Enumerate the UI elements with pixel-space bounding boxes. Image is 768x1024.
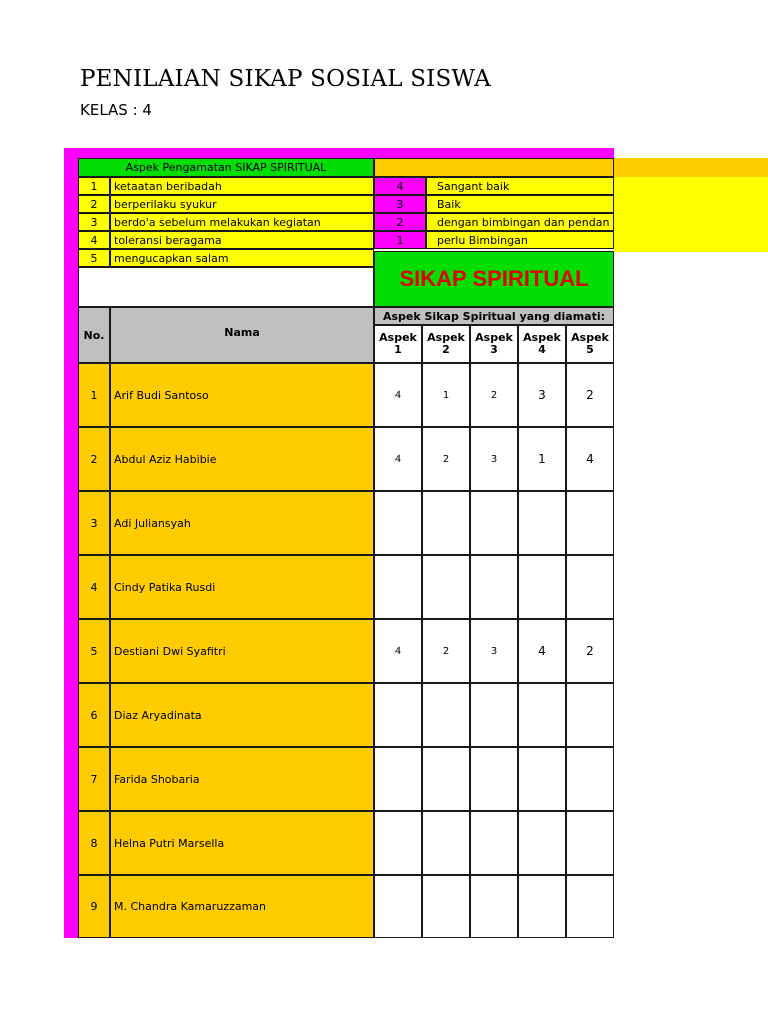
scale-text: perlu Bimbingan: [426, 231, 614, 249]
table-row-no: 5: [78, 619, 110, 683]
table-row-score: [422, 491, 470, 555]
aspek-col-word: Aspek: [475, 331, 513, 344]
scale-text: Baik: [426, 195, 614, 213]
table-row-score: [566, 747, 614, 811]
table-row-score: [374, 875, 422, 938]
table-row-nama: Abdul Aziz Habibie: [110, 427, 374, 491]
scale-score: 4: [374, 177, 426, 195]
table-row-score: 3: [470, 427, 518, 491]
table-row-score: [422, 555, 470, 619]
table-row-score: [518, 875, 566, 938]
table-row-score: [470, 875, 518, 938]
table-row-score: 3: [518, 363, 566, 427]
scale-header: [374, 158, 614, 177]
table-row-score: [374, 683, 422, 747]
aspect-no: 1: [78, 177, 110, 195]
table-row-score: [518, 491, 566, 555]
aspek-col-header: [470, 325, 518, 363]
aspect-text: berdo'a sebelum melakukan kegiatan: [110, 213, 374, 231]
table-header-no: No.: [78, 307, 110, 363]
table-row-no: 4: [78, 555, 110, 619]
table-row-nama: M. Chandra Kamaruzzaman: [110, 875, 374, 938]
table-row-score: [422, 875, 470, 938]
aspek-col-num: 3: [490, 343, 498, 356]
table-row-nama: Destiani Dwi Syafitri: [110, 619, 374, 683]
class-label: KELAS : 4: [80, 101, 152, 119]
table-row-no: 8: [78, 811, 110, 875]
table-row-score: [374, 811, 422, 875]
table-row-score: 4: [566, 427, 614, 491]
table-row-score: [470, 555, 518, 619]
aspect-text: berperilaku syukur: [110, 195, 374, 213]
aspek-col-num: 1: [394, 343, 402, 356]
table-row-no: 2: [78, 427, 110, 491]
aspect-no: 4: [78, 231, 110, 249]
sikap-title: SIKAP SPIRITUAL: [374, 251, 614, 307]
table-row-score: [470, 683, 518, 747]
table-row-score: [518, 683, 566, 747]
aspek-col-word: Aspek: [571, 331, 609, 344]
table-row-score: 4: [374, 427, 422, 491]
aspect-no: 2: [78, 195, 110, 213]
table-row-score: 2: [566, 363, 614, 427]
table-row-no: 3: [78, 491, 110, 555]
table-row-score: [422, 811, 470, 875]
aspek-col-word: Aspek: [427, 331, 465, 344]
orange-overflow-strip: [614, 158, 768, 177]
table-row-score: 1: [518, 427, 566, 491]
aspect-text: mengucapkan salam: [110, 249, 374, 267]
table-row-score: 4: [374, 619, 422, 683]
table-row-nama: Arif Budi Santoso: [110, 363, 374, 427]
table-row-score: [566, 875, 614, 938]
aspek-col-word: Aspek: [379, 331, 417, 344]
aspek-diamati-header: Aspek Sikap Spiritual yang diamati:: [374, 307, 614, 325]
table-row-score: [470, 747, 518, 811]
table-row-score: [566, 555, 614, 619]
magenta-top-strip: [64, 148, 614, 158]
table-row-score: 2: [422, 619, 470, 683]
scale-text: Sangant baik: [426, 177, 614, 195]
table-row-score: [566, 811, 614, 875]
table-row-score: 3: [470, 619, 518, 683]
aspek-col-header: [422, 325, 470, 363]
aspek-col-header: [374, 325, 422, 363]
table-row-nama: Diaz Aryadinata: [110, 683, 374, 747]
scale-text: dengan bimbingan dan pendan: [426, 213, 614, 231]
table-row-score: [374, 747, 422, 811]
table-row-score: [470, 811, 518, 875]
table-row-score: [470, 491, 518, 555]
aspek-col-word: Aspek: [523, 331, 561, 344]
table-row-no: 9: [78, 875, 110, 938]
table-row-no: 1: [78, 363, 110, 427]
scale-score: 1: [374, 231, 426, 249]
table-row-score: [374, 491, 422, 555]
aspect-text: ketaatan beribadah: [110, 177, 374, 195]
table-row-nama: Adi Juliansyah: [110, 491, 374, 555]
table-row-score: [518, 811, 566, 875]
table-row-score: 2: [566, 619, 614, 683]
aspek-col-num: 4: [538, 343, 546, 356]
aspek-col-header: [566, 325, 614, 363]
table-row-score: [518, 555, 566, 619]
table-row-score: [518, 747, 566, 811]
table-row-score: 2: [470, 363, 518, 427]
blank-box: [78, 267, 374, 307]
table-row-nama: Helna Putri Marsella: [110, 811, 374, 875]
table-row-score: [566, 683, 614, 747]
table-row-score: 4: [518, 619, 566, 683]
aspek-col-num: 5: [586, 343, 594, 356]
aspect-text: toleransi beragama: [110, 231, 374, 249]
scale-score: 3: [374, 195, 426, 213]
table-row-score: [422, 683, 470, 747]
table-row-no: 6: [78, 683, 110, 747]
table-row-score: [566, 491, 614, 555]
table-row-score: [422, 747, 470, 811]
table-row-score: 1: [422, 363, 470, 427]
aspect-no: 5: [78, 249, 110, 267]
table-header-nama: Nama: [110, 307, 374, 363]
table-row-no: 7: [78, 747, 110, 811]
page-title: PENILAIAN SIKAP SOSIAL SISWA: [80, 66, 491, 92]
aspek-col-header: [518, 325, 566, 363]
table-row-score: 2: [422, 427, 470, 491]
scale-score: 2: [374, 213, 426, 231]
aspect-no: 3: [78, 213, 110, 231]
table-row-nama: Farida Shobaria: [110, 747, 374, 811]
aspek-header: Aspek Pengamatan SIKAP SPIRITUAL: [78, 158, 374, 177]
aspek-col-num: 2: [442, 343, 450, 356]
table-row-nama: Cindy Patika Rusdi: [110, 555, 374, 619]
table-row-score: [374, 555, 422, 619]
table-row-score: 4: [374, 363, 422, 427]
